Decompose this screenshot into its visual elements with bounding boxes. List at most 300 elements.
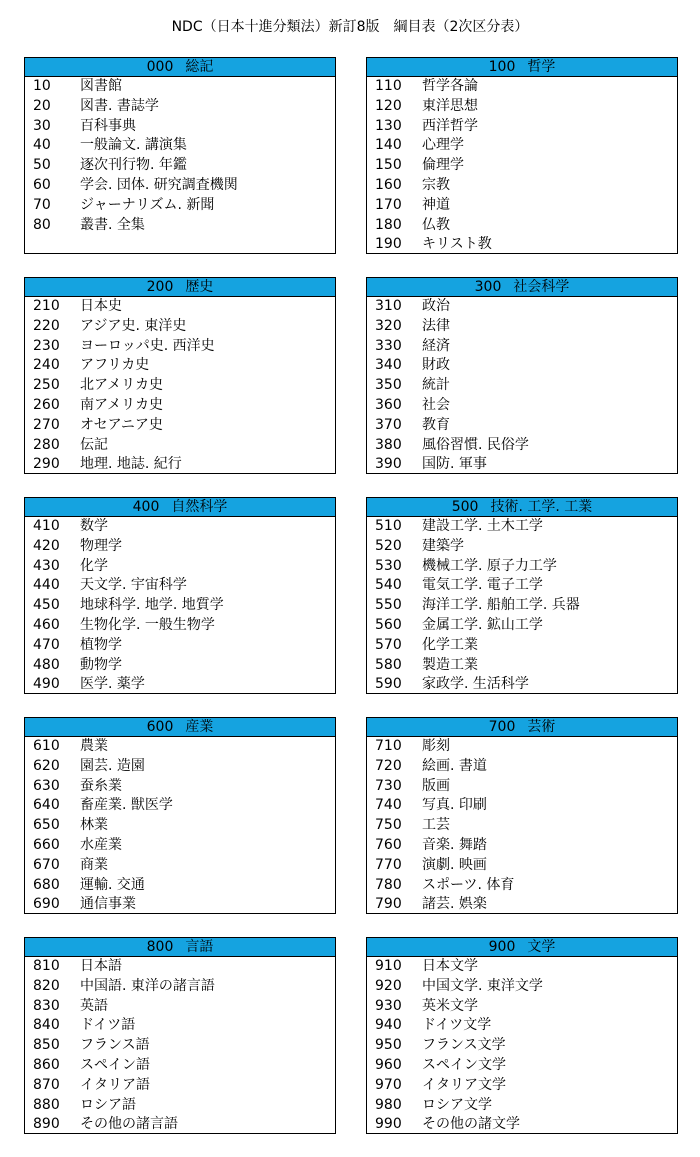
list-item <box>367 216 677 236</box>
item-number: 230 <box>33 337 60 354</box>
item-number: 270 <box>33 416 60 433</box>
item-label: キリスト教 <box>422 236 492 253</box>
item-number: 980 <box>375 1096 402 1113</box>
item-number: 360 <box>375 396 402 413</box>
list-item <box>25 675 335 694</box>
item-label: 製造工業 <box>422 656 478 673</box>
item-number: 610 <box>33 738 60 754</box>
section-header <box>367 498 677 517</box>
section-box-400 <box>24 497 336 694</box>
item-label: ドイツ語 <box>80 1017 136 1034</box>
list-item <box>367 777 677 797</box>
item-label: 天文学. 宇宙科学 <box>80 577 187 594</box>
item-number: 720 <box>375 757 402 774</box>
item-label: 日本文学 <box>422 958 478 974</box>
item-label: 機械工学. 原子力工学 <box>422 557 557 574</box>
list-item <box>367 1115 677 1134</box>
item-label: 経済 <box>422 337 450 354</box>
item-number: 150 <box>375 157 402 174</box>
section-item-list <box>25 737 335 914</box>
item-label: 心理学 <box>422 137 464 154</box>
item-number: 530 <box>375 557 402 574</box>
item-number: 440 <box>33 577 60 594</box>
item-number: 240 <box>33 357 60 374</box>
item-label: その他の諸文学 <box>422 1116 520 1133</box>
item-number: 970 <box>375 1076 402 1093</box>
item-number: 330 <box>375 337 402 354</box>
list-item <box>25 957 335 977</box>
list-item <box>367 957 677 977</box>
item-label: 物理学 <box>80 537 122 554</box>
item-label: 化学工業 <box>422 636 478 653</box>
list-item <box>25 636 335 656</box>
item-label: スペイン語 <box>80 1056 150 1073</box>
item-number: 990 <box>375 1116 402 1133</box>
item-number: 220 <box>33 317 60 334</box>
list-item <box>25 616 335 636</box>
item-label: 南アメリカ史 <box>80 396 164 413</box>
item-label: ロシア語 <box>80 1096 136 1113</box>
item-number: 430 <box>33 557 60 574</box>
list-item <box>367 796 677 816</box>
item-label: 建設工学. 土木工学 <box>422 518 543 534</box>
item-number: 620 <box>33 757 60 774</box>
list-item <box>367 757 677 777</box>
item-label: 植物学 <box>80 636 122 653</box>
item-number: 850 <box>33 1037 60 1054</box>
item-number: 750 <box>375 817 402 834</box>
item-number: 640 <box>33 797 60 814</box>
item-number: 20 <box>33 97 51 114</box>
section-box-700 <box>366 717 678 914</box>
list-item <box>25 737 335 757</box>
item-label: 商業 <box>80 856 108 873</box>
item-number: 30 <box>33 117 51 134</box>
item-number: 110 <box>375 78 402 94</box>
section-box-900 <box>366 937 678 1134</box>
item-label: 化学 <box>80 557 108 574</box>
item-label: 海洋工学. 船舶工学. 兵器 <box>422 597 580 614</box>
item-number: 760 <box>375 836 402 853</box>
item-number: 210 <box>33 298 60 314</box>
item-label: 教育 <box>422 416 450 433</box>
list-item <box>25 656 335 676</box>
list-item <box>367 576 677 596</box>
list-item <box>367 356 677 376</box>
section-name: 自然科学 <box>171 499 228 515</box>
item-label: 数学 <box>80 518 108 534</box>
item-label: 演劇. 映画 <box>422 856 487 873</box>
item-label: 地球科学. 地学. 地質学 <box>80 597 224 614</box>
section-box-200 <box>24 277 336 474</box>
item-number: 320 <box>375 317 402 334</box>
item-label: 神道 <box>422 196 450 213</box>
section-item-list <box>367 297 677 474</box>
list-item <box>367 97 677 117</box>
item-number: 80 <box>33 216 51 233</box>
list-item <box>25 757 335 777</box>
item-label: 倫理学 <box>422 157 464 174</box>
list-item <box>25 216 335 236</box>
list-item <box>25 176 335 196</box>
item-number: 410 <box>33 518 60 534</box>
item-label: 伝記 <box>80 436 108 453</box>
list-item <box>367 455 677 474</box>
list-item <box>367 297 677 317</box>
item-label: オセアニア史 <box>80 416 163 433</box>
section-code: 600 <box>146 719 174 735</box>
item-number: 60 <box>33 176 51 193</box>
list-item <box>25 1056 335 1076</box>
item-label: 北アメリカ史 <box>80 377 164 394</box>
section-code: 300 <box>474 279 502 295</box>
item-label: 医学. 薬学 <box>80 676 145 693</box>
item-number: 310 <box>375 298 402 314</box>
item-number: 830 <box>33 997 60 1014</box>
item-number: 630 <box>33 777 60 794</box>
item-number: 120 <box>375 97 402 114</box>
item-label: 畜産業. 獣医学 <box>80 797 173 814</box>
item-label: 水産業 <box>80 836 122 853</box>
item-label: 運輸. 交通 <box>80 876 145 893</box>
item-number: 940 <box>375 1017 402 1034</box>
section-box-100 <box>366 57 678 254</box>
item-number: 590 <box>375 676 402 693</box>
item-number: 40 <box>33 137 51 154</box>
item-label: 逐次刊行物. 年鑑 <box>80 157 187 174</box>
list-item <box>367 235 677 254</box>
section-row <box>24 937 678 1157</box>
item-number: 820 <box>33 977 60 994</box>
item-number: 160 <box>375 176 402 193</box>
item-label: 金属工学. 鉱山工学 <box>422 616 543 633</box>
list-item <box>25 396 335 416</box>
section-header <box>25 498 335 517</box>
section-item-list <box>367 737 677 914</box>
list-item <box>367 656 677 676</box>
list-item <box>25 1115 335 1134</box>
item-label: 政治 <box>422 298 450 314</box>
item-number: 290 <box>33 456 60 473</box>
section-name: 産業 <box>185 719 214 735</box>
list-item <box>25 97 335 117</box>
item-label: 叢書. 全集 <box>80 216 145 233</box>
item-label: イタリア文学 <box>422 1076 506 1093</box>
list-item <box>367 557 677 577</box>
section-box-300 <box>366 277 678 474</box>
item-number: 380 <box>375 436 402 453</box>
section-item-list <box>25 957 335 1134</box>
list-item <box>367 816 677 836</box>
section-name: 言語 <box>185 939 214 955</box>
item-label: スペイン文学 <box>422 1056 506 1073</box>
item-label: 写真. 印刷 <box>422 797 487 814</box>
section-box-800 <box>24 937 336 1134</box>
list-item <box>367 1076 677 1096</box>
list-item <box>367 416 677 436</box>
list-item <box>367 396 677 416</box>
list-item <box>367 675 677 694</box>
list-item <box>25 416 335 436</box>
section-code: 100 <box>488 59 516 75</box>
item-number: 880 <box>33 1096 60 1113</box>
item-number: 560 <box>375 616 402 633</box>
item-label: 生物化学. 一般生物学 <box>80 616 215 633</box>
section-item-list <box>367 957 677 1134</box>
list-item <box>367 196 677 216</box>
item-number: 930 <box>375 997 402 1014</box>
item-number: 520 <box>375 537 402 554</box>
item-label: 財政 <box>422 357 450 374</box>
list-item <box>367 136 677 156</box>
section-header <box>25 58 335 77</box>
section-row <box>24 497 678 717</box>
item-number: 420 <box>33 537 60 554</box>
list-item <box>367 1096 677 1116</box>
list-item <box>367 596 677 616</box>
item-number: 960 <box>375 1056 402 1073</box>
item-number: 450 <box>33 597 60 614</box>
section-header <box>25 718 335 737</box>
item-number: 670 <box>33 856 60 873</box>
item-label: 農業 <box>80 738 108 754</box>
section-row <box>24 717 678 937</box>
item-number: 690 <box>33 896 60 913</box>
list-item <box>367 836 677 856</box>
item-label: 彫刻 <box>422 738 450 754</box>
item-label: 百科事典 <box>80 117 136 134</box>
item-number: 340 <box>375 357 402 374</box>
list-item <box>25 856 335 876</box>
section-name: 歴史 <box>185 279 214 295</box>
item-number: 170 <box>375 196 402 213</box>
list-item <box>25 317 335 337</box>
item-label: 蚕糸業 <box>80 777 122 794</box>
item-number: 740 <box>375 797 402 814</box>
item-number: 580 <box>375 656 402 673</box>
list-item <box>367 895 677 914</box>
item-number: 50 <box>33 157 51 174</box>
item-number: 910 <box>375 958 402 974</box>
item-label: 地理. 地誌. 紀行 <box>80 456 182 473</box>
list-item <box>25 1096 335 1116</box>
item-label: 版画 <box>422 777 450 794</box>
item-number: 140 <box>375 137 402 154</box>
list-item <box>367 317 677 337</box>
item-label: 東洋思想 <box>422 97 478 114</box>
item-label: 日本史 <box>80 298 122 314</box>
item-number: 550 <box>375 597 402 614</box>
section-name: 社会科学 <box>513 279 570 295</box>
section-name: 芸術 <box>527 719 556 735</box>
item-label: 法律 <box>422 317 450 334</box>
section-box-000 <box>24 57 336 254</box>
list-item <box>25 517 335 537</box>
item-label: ドイツ文学 <box>422 1017 492 1034</box>
list-item <box>367 997 677 1017</box>
item-number: 250 <box>33 377 60 394</box>
item-label: ジャーナリズム. 新聞 <box>80 196 215 213</box>
list-item <box>367 117 677 137</box>
list-item <box>367 77 677 97</box>
item-label: 諸芸. 娯楽 <box>422 896 487 913</box>
item-label: 動物学 <box>80 656 122 673</box>
item-label: 仏教 <box>422 216 450 233</box>
list-item <box>25 836 335 856</box>
page-title: NDC（日本十進分類法）新訂8版 綱目表（2次区分表） <box>171 19 529 35</box>
section-header <box>367 58 677 77</box>
item-label: 社会 <box>422 396 450 413</box>
item-label: 絵画. 書道 <box>422 757 487 774</box>
list-item <box>25 816 335 836</box>
item-label: 図書. 書誌学 <box>80 97 159 114</box>
item-label: 図書館 <box>80 78 122 94</box>
section-code: 200 <box>146 279 174 295</box>
list-item <box>367 436 677 456</box>
list-item <box>25 895 335 914</box>
list-item <box>25 117 335 137</box>
section-name: 総記 <box>185 59 214 75</box>
section-item-list <box>25 77 335 235</box>
item-number: 490 <box>33 676 60 693</box>
list-item <box>25 436 335 456</box>
section-box-500 <box>366 497 678 694</box>
list-item <box>367 977 677 997</box>
item-label: 通信事業 <box>80 896 136 913</box>
list-item <box>367 176 677 196</box>
list-item <box>25 596 335 616</box>
list-item <box>25 337 335 357</box>
item-label: 学会. 団体. 研究調査機関 <box>80 176 238 193</box>
section-code: 500 <box>451 499 479 515</box>
list-item <box>367 1016 677 1036</box>
item-number: 180 <box>375 216 402 233</box>
list-item <box>25 777 335 797</box>
list-item <box>25 196 335 216</box>
section-item-list <box>25 297 335 474</box>
item-label: 西洋哲学 <box>422 117 478 134</box>
item-number: 890 <box>33 1116 60 1133</box>
list-item <box>25 1036 335 1056</box>
list-item <box>25 376 335 396</box>
item-number: 860 <box>33 1056 60 1073</box>
list-item <box>25 997 335 1017</box>
item-number: 350 <box>375 377 402 394</box>
section-row <box>24 277 678 497</box>
item-label: 工芸 <box>422 817 450 834</box>
item-label: 英語 <box>80 997 108 1014</box>
item-label: 日本語 <box>80 958 122 974</box>
item-label: その他の諸言語 <box>80 1116 178 1133</box>
item-label: アジア史. 東洋史 <box>80 317 187 334</box>
item-number: 190 <box>375 236 402 253</box>
item-number: 770 <box>375 856 402 873</box>
item-number: 470 <box>33 636 60 653</box>
list-item <box>367 616 677 636</box>
item-label: アフリカ史 <box>80 357 150 374</box>
section-header <box>367 278 677 297</box>
item-number: 810 <box>33 958 60 974</box>
section-item-list <box>367 517 677 694</box>
item-label: 統計 <box>422 377 450 394</box>
section-code: 400 <box>132 499 160 515</box>
item-number: 130 <box>375 117 402 134</box>
list-item <box>367 737 677 757</box>
item-number: 540 <box>375 577 402 594</box>
list-item <box>25 297 335 317</box>
item-number: 650 <box>33 817 60 834</box>
list-item <box>25 455 335 474</box>
item-number: 870 <box>33 1076 60 1093</box>
list-item <box>25 156 335 176</box>
classification-grid <box>24 57 678 1157</box>
list-item <box>367 1036 677 1056</box>
item-label: 電気工学. 電子工学 <box>422 577 543 594</box>
list-item <box>25 1016 335 1036</box>
list-item <box>25 576 335 596</box>
item-label: 一般論文. 講演集 <box>80 137 187 154</box>
item-number: 660 <box>33 836 60 853</box>
item-number: 680 <box>33 876 60 893</box>
section-header <box>367 938 677 957</box>
list-item <box>25 1076 335 1096</box>
section-header <box>25 938 335 957</box>
item-label: 建築学 <box>422 537 464 554</box>
list-item <box>367 156 677 176</box>
item-label: 林業 <box>80 817 108 834</box>
item-number: 480 <box>33 656 60 673</box>
list-item <box>25 876 335 896</box>
list-item <box>367 856 677 876</box>
item-label: 国防. 軍事 <box>422 456 487 473</box>
list-item <box>367 876 677 896</box>
item-label: ヨーロッパ史. 西洋史 <box>80 337 215 354</box>
list-item <box>25 537 335 557</box>
item-label: イタリア語 <box>80 1076 150 1093</box>
section-item-list <box>367 77 677 254</box>
item-label: フランス語 <box>80 1037 150 1054</box>
section-code: 900 <box>488 939 516 955</box>
item-number: 710 <box>375 738 402 754</box>
section-code: 700 <box>488 719 516 735</box>
item-label: 中国語. 東洋の諸言語 <box>80 977 215 994</box>
item-label: 風俗習慣. 民俗学 <box>422 436 529 453</box>
item-number: 460 <box>33 616 60 633</box>
item-number: 280 <box>33 436 60 453</box>
list-item <box>367 537 677 557</box>
item-number: 790 <box>375 896 402 913</box>
list-item <box>25 977 335 997</box>
item-number: 570 <box>375 636 402 653</box>
item-number: 10 <box>33 78 51 94</box>
item-number: 840 <box>33 1017 60 1034</box>
item-number: 70 <box>33 196 51 213</box>
list-item <box>367 636 677 656</box>
list-item <box>367 337 677 357</box>
section-row <box>24 57 678 277</box>
item-number: 390 <box>375 456 402 473</box>
section-name: 技術. 工学. 工業 <box>490 499 593 515</box>
item-label: 音楽. 舞踏 <box>422 836 487 853</box>
item-number: 950 <box>375 1037 402 1054</box>
item-label: フランス文学 <box>422 1037 506 1054</box>
item-label: 中国文学. 東洋文学 <box>422 977 543 994</box>
list-item <box>367 1056 677 1076</box>
item-number: 370 <box>375 416 402 433</box>
item-label: 哲学各論 <box>422 78 478 94</box>
section-header <box>25 278 335 297</box>
item-label: 宗教 <box>422 176 450 193</box>
